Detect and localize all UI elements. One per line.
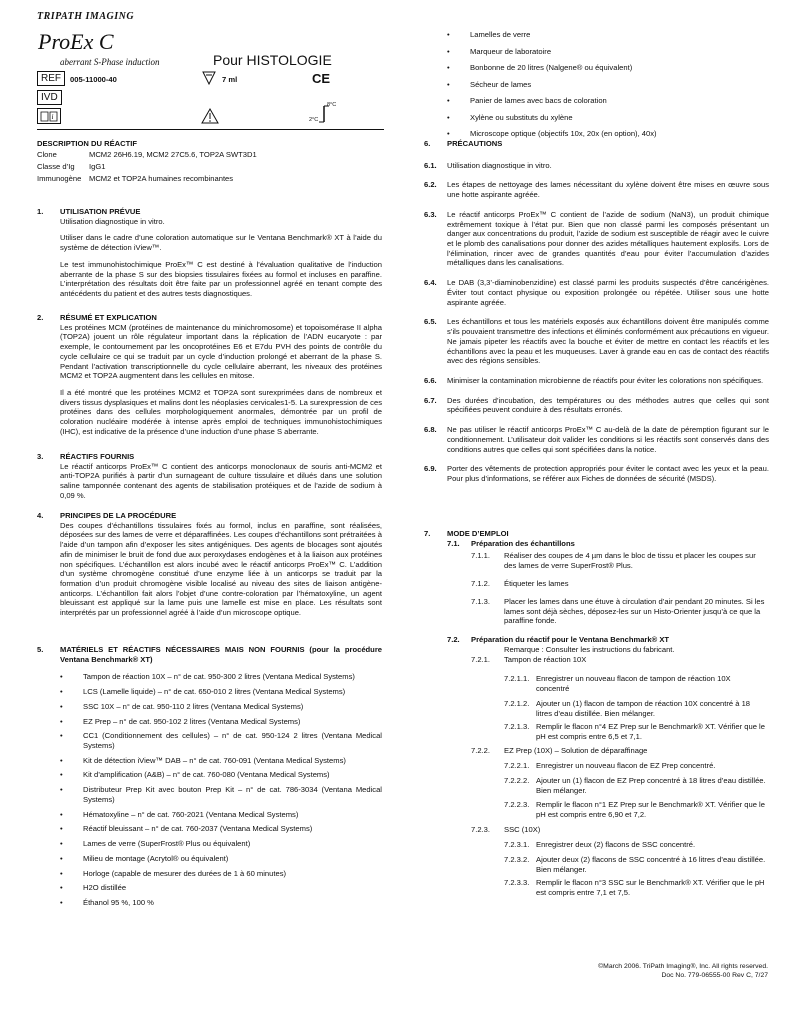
list-item: • H2O distillée bbox=[60, 883, 382, 893]
precaution-text: Le réactif anticorps ProEx™ C contient de l’azide de sodium (NaN3), un produit chimique extrêmement toxique à l’état pur. Bien que non classé parmi les composés présentant un danger aux concentrations du produit, l’azide de sodium est susceptible de réagir avec le cuivre et le plomb des canalisations pour donner des azides métalliques hautement explosifs. Lors de l’élimination, rincer avec de grandes quantités d’eau pour éviter l’accumulation d’azides métalliques dans les canalisations. bbox=[447, 209, 769, 268]
temp-high: 8°C bbox=[327, 102, 337, 108]
step-text: Tampon de réaction 10X bbox=[504, 655, 587, 664]
ref-symbol: REF bbox=[37, 71, 65, 86]
precaution-item bbox=[424, 180, 769, 199]
step-number: 7.2.1.1. bbox=[504, 674, 530, 683]
precaution-number: 6.8. bbox=[424, 425, 437, 435]
header-divider bbox=[37, 129, 384, 130]
desc-row bbox=[37, 150, 384, 160]
desc-row bbox=[37, 174, 384, 184]
precaution-text: Utilisation diagnostique in vitro. bbox=[447, 160, 552, 170]
materials-list-continued bbox=[447, 30, 767, 146]
list-item: • CC1 (Conditionnement des cellules) – n° de cat. 950-124 2 litres (Ventana Medical Systems) bbox=[60, 731, 382, 750]
step-text: Ajouter deux (2) flacons de SSC concentré à 16 litres d’eau distillée. Bien mélanger. bbox=[536, 855, 766, 874]
list-item: • Milieu de montage (Acrytol® ou équivalent) bbox=[60, 854, 382, 864]
list-item: • Réactif bleuissant – n° de cat. 760-2037 (Ventana Medical Systems) bbox=[60, 824, 382, 834]
precaution-item bbox=[424, 396, 769, 415]
list-item: • Kit d’amplification (A&B) – n° de cat. 760-080 (Ventana Medical Systems) bbox=[60, 770, 382, 780]
section-title: RÉACTIFS FOURNIS bbox=[60, 452, 135, 461]
list-item: • Panier de lames avec bacs de coloration bbox=[447, 96, 767, 106]
precaution-item bbox=[424, 161, 769, 171]
section-number: 4. bbox=[37, 511, 44, 520]
section-title: PRÉCAUTIONS bbox=[447, 139, 503, 148]
step-text: SSC (10X) bbox=[504, 825, 541, 834]
section-number: 6. bbox=[424, 139, 431, 148]
step-text: Enregistrer un nouveau flacon de EZ Prep concentré. bbox=[536, 761, 716, 770]
precaution-number: 6.1. bbox=[424, 160, 437, 170]
step-note: Remarque : Consulter les instructions du fabricant. bbox=[504, 645, 675, 654]
list-item: • EZ Prep – n° de cat. 950-102 2 litres (Ventana Medical Systems) bbox=[60, 717, 382, 727]
step-number: 7.1.3. bbox=[471, 597, 490, 606]
materials-list bbox=[60, 672, 382, 907]
step-text: Enregistrer deux (2) flacons de SSC concentré. bbox=[536, 840, 696, 849]
volume-icon bbox=[202, 71, 216, 88]
paragraph: Le réactif anticorps ProEx™ C contient des anticorps monoclonaux de souris anti-MCM2 et anti-TOP2A purifiés à partir d’un surnageant de culture tissulaire et dilués dans une solution saline tamponnée contenant des agents de stabilisation protéiques et de l’azide de sodium à 0,09 %. bbox=[60, 461, 382, 500]
desc-value: MCM2 26H6.19, MCM2 27C5.6, TOP2A SWT3D1 bbox=[89, 150, 257, 159]
desc-value: MCM2 et TOP2A humaines recombinantes bbox=[89, 174, 234, 184]
precaution-item bbox=[424, 376, 769, 386]
section-6 bbox=[424, 139, 769, 494]
ref-value: 005-11000-40 bbox=[70, 75, 117, 84]
for-histology-label: Pour HISTOLOGIE bbox=[213, 52, 332, 68]
precaution-item bbox=[424, 317, 769, 366]
section-7 bbox=[424, 529, 769, 909]
list-item: • Lames de verre (SuperFrost® Plus ou équivalent) bbox=[60, 839, 382, 849]
paragraph: Le test immunohistochimique ProEx™ C est destiné à l’évaluation qualitative de l’induction aberrante de la phase S sur des biopsies tissulaires fixées au formol et incluses en paraffine. L’interprétation des résultats doit être faite par un professionnel agréé en tenant compte des antécédents du patient et des autres tests diagnostiques. bbox=[60, 259, 382, 299]
step-number: 7.2.2.3. bbox=[504, 800, 530, 809]
step-text: Étiqueter les lames bbox=[504, 579, 569, 588]
ivd-symbol: IVD bbox=[37, 90, 62, 105]
precaution-text: Minimiser la contamination microbienne de réactifs pour éviter les colorations non spécifiques. bbox=[447, 375, 764, 385]
list-item: • Microscope optique (objectifs 10x, 20x (en option), 40x) bbox=[447, 129, 767, 139]
ce-mark-icon: CE bbox=[312, 71, 331, 86]
list-item: • Tampon de réaction 10X – n° de cat. 950-300 2 litres (Ventana Medical Systems) bbox=[60, 672, 382, 682]
section-number: 3. bbox=[37, 452, 44, 461]
step-number: 7.2.3.1. bbox=[504, 840, 530, 849]
step-number: 7.2. bbox=[447, 635, 460, 644]
precaution-number: 6.4. bbox=[424, 278, 437, 288]
desc-value: IgG1 bbox=[89, 162, 106, 172]
warning-icon bbox=[201, 108, 219, 127]
precaution-text: Les étapes de nettoyage des lames nécessitant du xylène doivent être mises en œuvre sous une hotte aspirante agréée. bbox=[447, 180, 769, 200]
list-item: • Kit de détection iView™ DAB – n° de cat. 760-091 (Ventana Medical Systems) bbox=[60, 756, 382, 766]
step-title: Préparation des échantillons bbox=[471, 539, 575, 548]
precaution-item bbox=[424, 278, 769, 307]
section-number: 2. bbox=[37, 313, 44, 322]
precaution-number: 6.3. bbox=[424, 209, 437, 219]
desc-key: Classe d’Ig bbox=[37, 162, 75, 172]
step-number: 7.2.1.3. bbox=[504, 722, 530, 731]
step-text: Remplir le flacon n°1 EZ Prep sur le Benchmark® XT. Vérifier que le pH est compris entre 6,90 et 7,2. bbox=[536, 800, 765, 819]
step-text: Placer les lames dans une étuve à circulation d’air pendant 20 minutes. Si les lames sont déjà sèches, déposez-les sur un Histo-Orienter jusqu’à ce que la paraffine fonde. bbox=[504, 597, 765, 626]
step-text: Ajouter un (1) flacon de tampon de réaction 10X concentré à 18 litres d’eau distillée. Bien mélanger. bbox=[536, 699, 751, 718]
list-item: • Bonbonne de 20 litres (Nalgene® ou équivalent) bbox=[447, 63, 767, 73]
paragraph: Utiliser dans le cadre d’une coloration automatique sur le Ventana Benchmark® XT à l’aide du système de détection iView™. bbox=[60, 233, 382, 253]
precautions-list bbox=[424, 150, 769, 484]
precaution-number: 6.6. bbox=[424, 375, 437, 385]
brand-name: TRIPATH IMAGING bbox=[37, 11, 135, 22]
step-number: 7.2.1.2. bbox=[504, 699, 530, 708]
desc-key: Clone bbox=[37, 150, 57, 159]
section-title: RÉSUMÉ ET EXPLICATION bbox=[60, 313, 157, 322]
step-number: 7.2.3.3. bbox=[504, 878, 530, 887]
list-item: • LCS (Lamelle liquide) – n° de cat. 650-010 2 litres (Ventana Medical Systems) bbox=[60, 687, 382, 697]
section-title: MATÉRIELS ET RÉACTIFS NÉCESSAIRES MAIS NON FOURNIS (pour la procédure Ventana Benchmark® XT) bbox=[60, 645, 382, 664]
section-title: MODE D’EMPLOI bbox=[447, 529, 509, 538]
list-item: • Sécheur de lames bbox=[447, 80, 767, 90]
list-item: • Distributeur Prep Kit avec bouton Prep Kit – n° de cat. 786-3034 (Ventana Medical Systems) bbox=[60, 785, 382, 804]
precaution-text: Le DAB (3,3’-diaminobenzidine) est classé parmi les produits suspectés d’être cancérigènes. Éviter tout contact physique ou exposition prolongée ou répétée. Utiliser sous une hotte aspirante agréée. bbox=[447, 278, 769, 307]
product-subtitle: aberrant S-Phase induction bbox=[60, 57, 160, 67]
footer bbox=[598, 963, 768, 980]
svg-text:i: i bbox=[51, 113, 54, 121]
paragraph: Des coupes d’échantillons tissulaires fixés au formol, inclus en paraffine, sont réalisées, déposées sur des lames de verre et déparaffinées. Les coupes d’échantillons sont prétraitées à l’aide d’un tampon afin d’exposer les sites antigéniques. Des agents de blocages sont ajoutés afin de minimiser le bruit de fond due aux peroxydases endogènes et à la liaison aux protéines non spécifiques. L’échantillon est alors incubé avec le réactif anticorps ProEx™ C. L’addition d’un système chromogène constitué d’une enzyme liée à un anticorps se traduit par la formation d’un produit chromogène visible localisé au niveau des sites de liaison antigène-anticorps. L’échantillon fait alors l’objet d’une contre-coloration par l’hématoxyline, un agent bleuissant est appliqué sur la lame puis une lamelle est mise en place. Les résultats sont interprétés par un professionnel agréé à l’aide d’un microscope optique. bbox=[60, 520, 382, 618]
paragraph: Les protéines MCM (protéines de maintenance du minichromosome) et topoisomérase II alpha (TOP2A) jouent un rôle régulateur important dans la réplication de l’ADN eucaryote : par exemple, le contournement par les oncoprotéines E6 et E7du PVH des points de contrôle du cycle cellulaire ce qui se traduit par un cycle d’induction prolongé et aberrant de la phase S. Pendant l’activation transcriptionnelle du cycle cellulaire aberrant, les niveaux des protéines MCM2 et TOP2A augmentent dans les cellules en mitose. bbox=[60, 322, 382, 381]
precaution-item bbox=[424, 464, 769, 483]
section-number: 5. bbox=[37, 645, 44, 654]
step-number: 7.2.2.1. bbox=[504, 761, 530, 770]
precaution-number: 6.7. bbox=[424, 395, 437, 405]
step-number: 7.2.3.2. bbox=[504, 855, 530, 864]
precaution-text: Des durées d’incubation, des températures ou des méthodes autres que celles qui sont spécifiées peuvent conduire à des résultats erronés. bbox=[447, 395, 769, 415]
section-title: UTILISATION PRÉVUE bbox=[60, 207, 141, 216]
list-item: • Éthanol 95 %, 100 % bbox=[60, 898, 382, 908]
product-logo: ProEx C bbox=[38, 29, 114, 54]
precaution-number: 6.5. bbox=[424, 317, 437, 327]
step-number: 7.1. bbox=[447, 539, 460, 548]
section-number: 7. bbox=[424, 529, 431, 538]
precaution-item bbox=[424, 210, 769, 268]
precaution-item bbox=[424, 425, 769, 454]
desc-table bbox=[37, 150, 384, 187]
list-item: • Horloge (capable de mesurer des durées de 1 à 60 minutes) bbox=[60, 869, 382, 879]
step-text: Réaliser des coupes de 4 µm dans le bloc de tissu et placer les coupes sur des lames de verre SuperFrost® Plus. bbox=[504, 551, 756, 570]
precaution-text: Porter des vêtements de protection appropriés pour éviter le contact avec les yeux et la peau. Pour plus d’informations, se référer aux Fiches de données de sécurité (MSDS). bbox=[447, 464, 769, 483]
precaution-number: 6.2. bbox=[424, 180, 437, 190]
step-number: 7.2.1. bbox=[471, 655, 490, 664]
section-number: 1. bbox=[37, 207, 44, 216]
step-number: 7.2.2. bbox=[471, 746, 490, 755]
step-title: Préparation du réactif pour le Ventana Benchmark® XT bbox=[471, 635, 670, 644]
list-item: • Lamelles de verre bbox=[447, 30, 767, 40]
consult-instructions-icon bbox=[37, 108, 61, 127]
step-text: Enregistrer un nouveau flacon de tampon de réaction 10X concentré bbox=[536, 674, 731, 693]
list-item: • Marqueur de laboratoire bbox=[447, 47, 767, 57]
step-text: Remplir le flacon n°3 SSC sur le Benchmark® XT. Vérifier que le pH est compris entre 7,1 et 7,5. bbox=[536, 878, 765, 897]
step-number: 7.2.3. bbox=[471, 825, 490, 834]
step-text: EZ Prep (10X) – Solution de déparaffinage bbox=[504, 746, 648, 755]
step-number: 7.2.2.2. bbox=[504, 776, 530, 785]
step-number: 7.1.2. bbox=[471, 579, 490, 588]
step-number: 7.1.1. bbox=[471, 551, 490, 560]
copyright: ©March 2006. TriPath Imaging®, Inc. All rights reserved. bbox=[598, 963, 768, 970]
list-item: • SSC 10X – n° de cat. 950-110 2 litres (Ventana Medical Systems) bbox=[60, 702, 382, 712]
paragraph: Utilisation diagnostique in vitro. bbox=[60, 216, 165, 226]
paragraph: Il a été montré que les protéines MCM2 et TOP2A sont surexprimées dans de nombreux et divers tissus dysplasiques et malins dont les néoplasies cervicales1-5. La surexpression de ces protéines dans des cellules morphologiquement anormales, démontrée par un profil de coloration nucléaire modérée à intense après emploi de techniques immunohistochimiques (IHC), est indicative de la présence d’une induction d’une phase S aberrante. bbox=[60, 388, 382, 436]
doc-number: Doc No. 779-06555-00 Rev C, 7/27 bbox=[661, 971, 768, 979]
desc-row bbox=[37, 162, 384, 172]
precaution-text: Les échantillons et tous les matériels exposés aux échantillons doivent être manipulés comme s’ils pouvaient transmettre des infections et éliminés conformément aux précautions en vigueur. Ne jamais pipeter les réactifs avec la bouche et éviter de mettre en contact les réactifs et les échantillons avec la peau et les muqueuses. Laver à grande eau en cas de contact des réactifs avec des régions sensibles. bbox=[447, 317, 769, 366]
precaution-number: 6.9. bbox=[424, 464, 437, 474]
desc-key: Immunogène bbox=[37, 174, 82, 184]
step-text: Remplir le flacon n°4 EZ Prep sur le Benchmark® XT. Vérifier que le pH est compris entre 6,5 et 7,1. bbox=[536, 722, 765, 741]
desc-title: DESCRIPTION DU RÉACTIF bbox=[37, 139, 137, 148]
volume-value: 7 ml bbox=[222, 75, 238, 84]
section-title: PRINCIPES DE LA PROCÉDURE bbox=[60, 511, 177, 520]
step-text: Ajouter un (1) flacon de EZ Prep concentré à 18 litres d’eau distillée. Bien mélanger. bbox=[536, 776, 766, 795]
list-item: • Xylène ou substituts du xylène bbox=[447, 113, 767, 123]
list-item: • Hématoxyline – n° de cat. 760-2021 (Ventana Medical Systems) bbox=[60, 810, 382, 820]
temp-low: 2°C bbox=[309, 117, 319, 123]
precaution-text: Ne pas utiliser le réactif anticorps ProEx™ C au-delà de la date de péremption figurant sur le conditionnement. L’utilisateur doit valider les conditions si les réactifs sont conservés dans des conditions autres que celles qui sont spécifiées dans la notice. bbox=[447, 425, 769, 454]
